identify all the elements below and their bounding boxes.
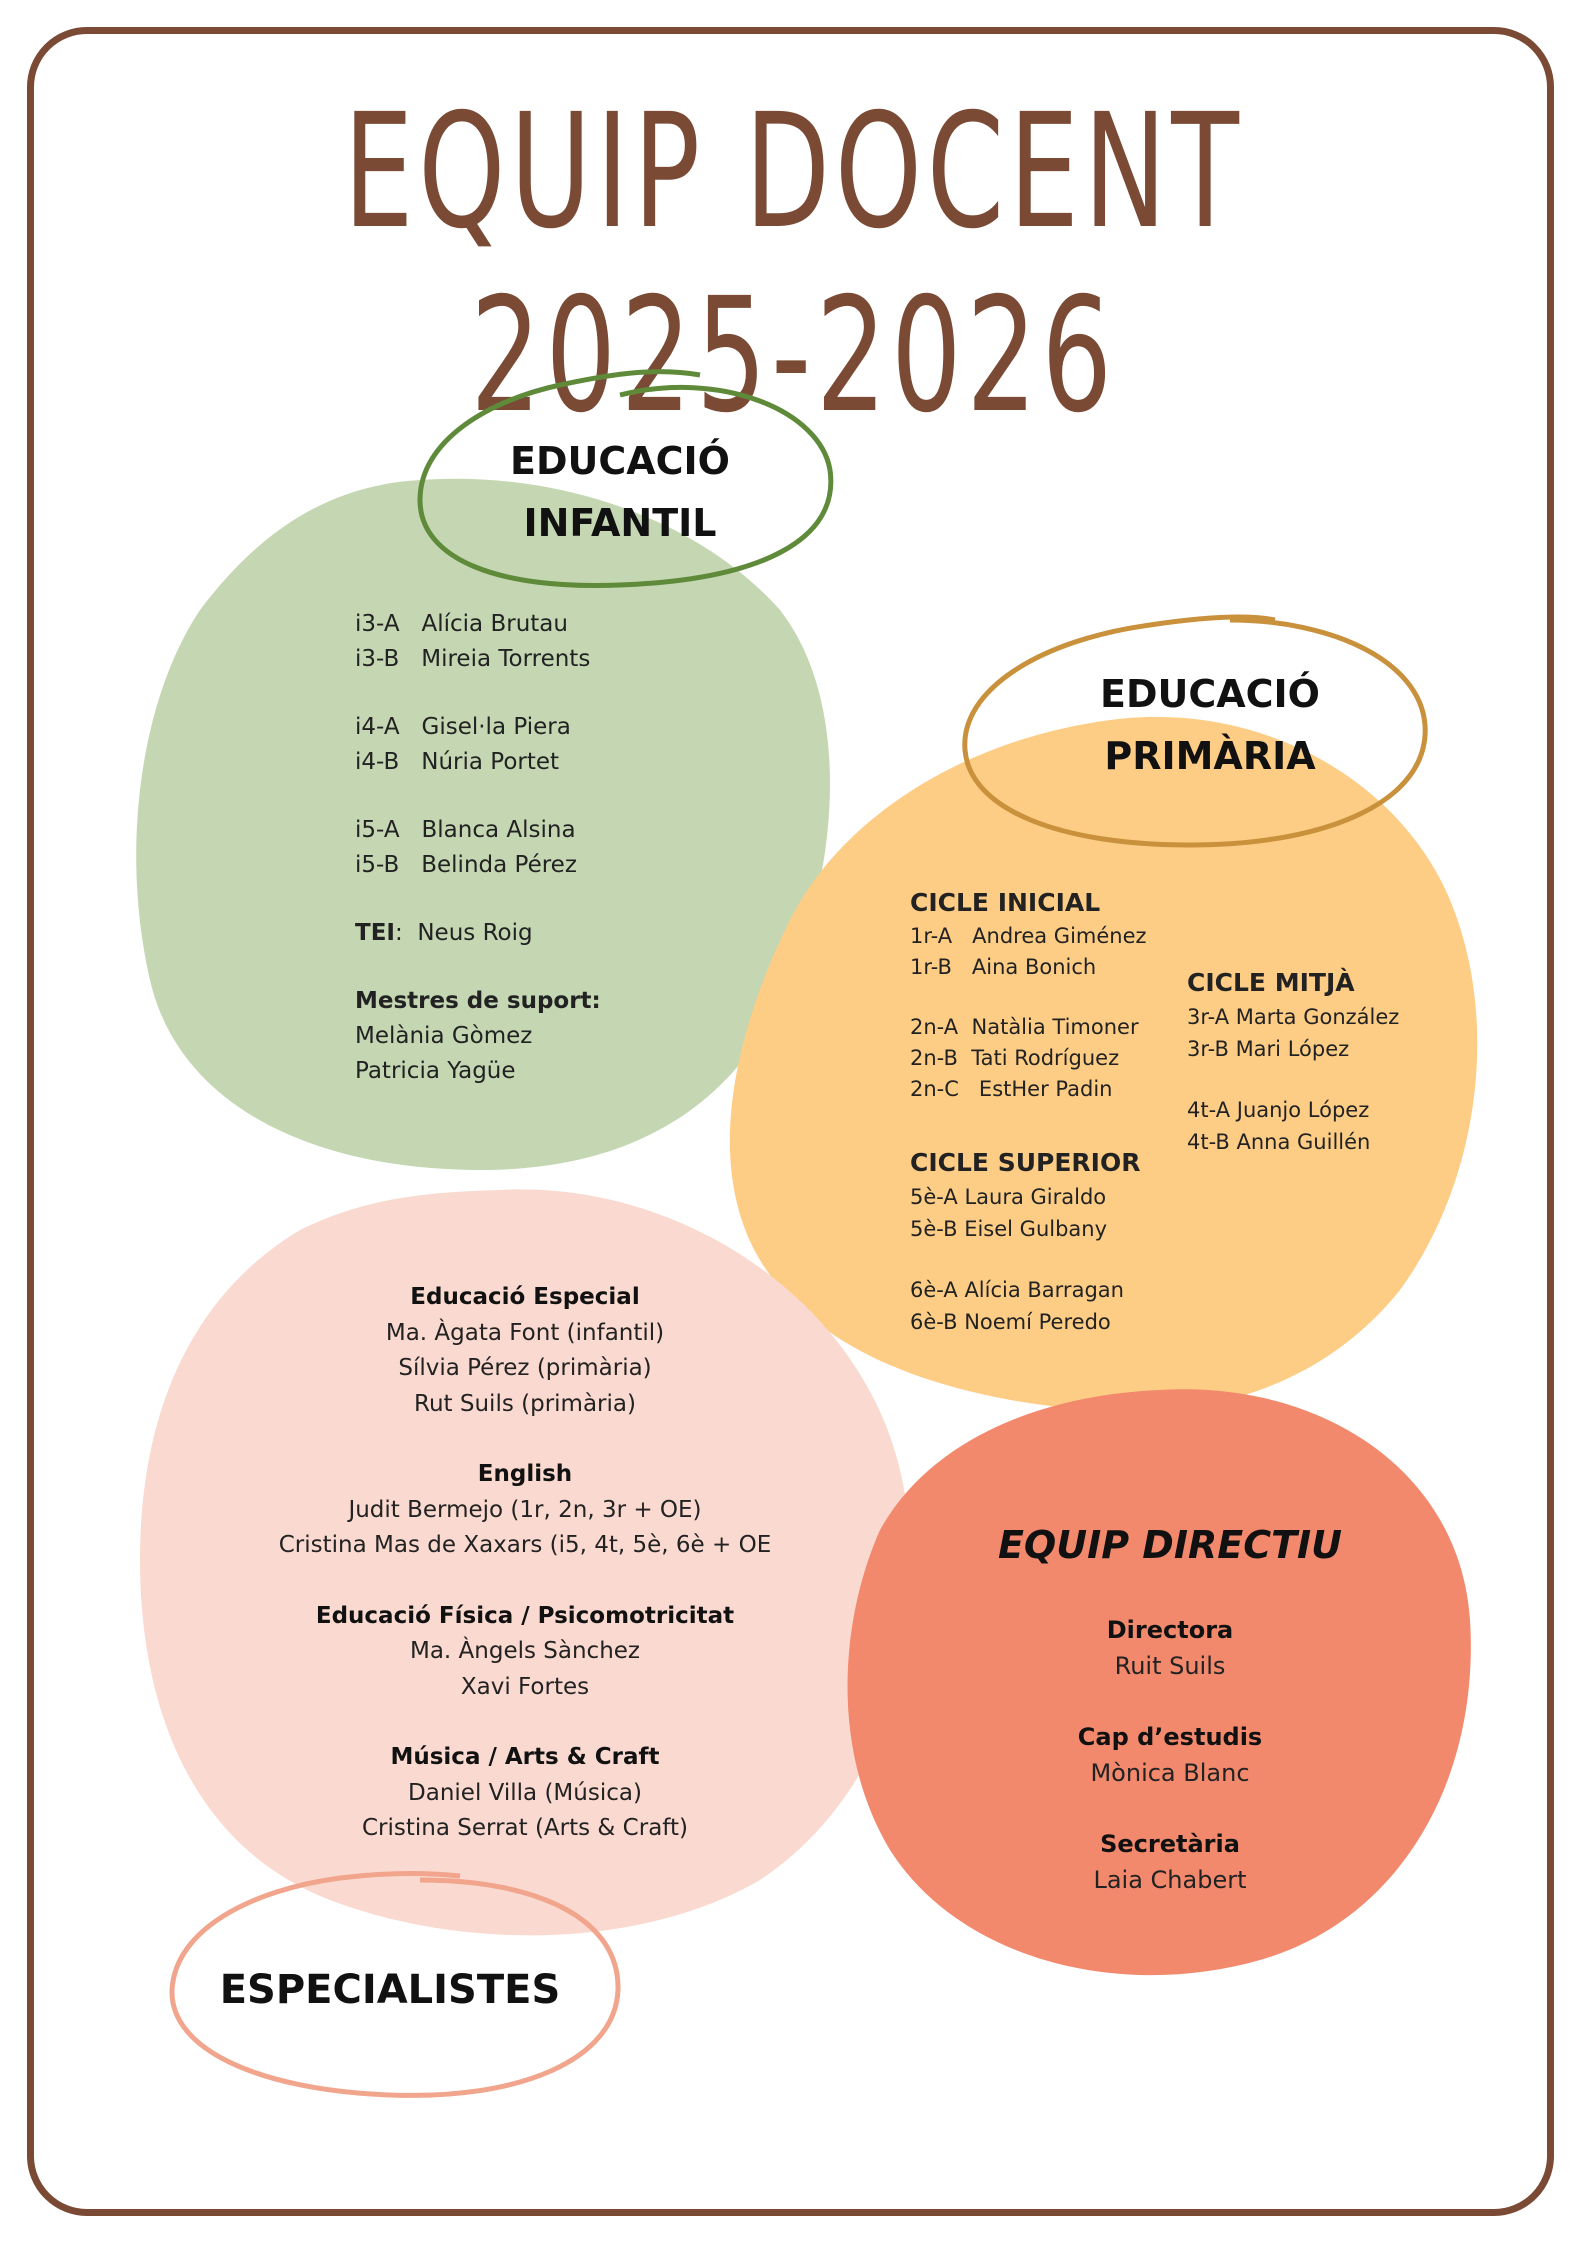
teacher-name: Belinda Pérez	[421, 852, 577, 878]
spacer	[240, 1422, 810, 1457]
specialist-name: Ma. Àngels Sànchez	[409, 1638, 641, 1664]
cicle-superior-list	[910, 1145, 1140, 1338]
teacher-row	[355, 745, 601, 780]
specialist-name: Sílvia Pérez (primària)	[398, 1355, 652, 1381]
infantil-heading	[470, 430, 770, 554]
suport-label: Mestres de suport:	[355, 988, 601, 1014]
cycle-title: CICLE INICIAL	[910, 888, 1101, 917]
teacher-name: Gisel·la Piera	[421, 714, 571, 740]
spacer	[355, 883, 601, 916]
spacer	[1010, 1791, 1330, 1826]
class-code: i3-A	[355, 611, 400, 637]
role-title: Secretària	[1100, 1830, 1240, 1858]
teacher-row: 1r-A Andrea Giménez	[910, 924, 1147, 948]
cicle-mitja-list	[1187, 965, 1399, 1158]
teacher-row	[355, 813, 601, 848]
teacher-row	[355, 710, 601, 745]
teacher-row	[355, 607, 601, 642]
teacher-row: 2n-B Tati Rodríguez	[910, 1046, 1120, 1070]
spacer	[355, 677, 601, 710]
suport-teacher: Patricia Yagüe	[355, 1058, 516, 1084]
specialty-title: Música / Arts & Craft	[390, 1744, 660, 1770]
cicle-inicial-list	[910, 885, 1147, 1105]
specialist-name: Xavi Fortes	[460, 1673, 590, 1700]
specialist-name: Rut Suils (primària)	[414, 1390, 636, 1417]
directiu-heading: EQUIP DIRECTIU	[997, 1523, 1343, 1567]
teacher-row: 1r-B Aina Bonich	[910, 955, 1097, 979]
teacher-name: Alícia Brutau	[421, 611, 568, 637]
role-name: Ruit Suils	[1114, 1652, 1226, 1680]
teacher-row: 6è-A Alícia Barragan	[910, 1278, 1124, 1302]
role-title: Cap d’estudis	[1077, 1723, 1263, 1751]
spacer	[355, 951, 601, 984]
teacher-row: 6è-B Noemí Peredo	[910, 1310, 1111, 1334]
teacher-row: 2n-C EstHer Padin	[910, 1077, 1113, 1101]
teacher-name: Mireia Torrents	[421, 646, 591, 672]
teacher-name: Núria Portet	[421, 749, 560, 775]
infantil-heading-line2: INFANTIL	[523, 501, 717, 545]
specialist-name: Cristina Serrat (Arts & Craft)	[362, 1815, 688, 1841]
specialist-name: Daniel Villa (Música)	[408, 1779, 642, 1806]
spacer	[1010, 1684, 1330, 1719]
specialty-title: Educació Especial	[410, 1284, 640, 1310]
tei-name: Neus Roig	[417, 920, 533, 946]
specialty-title: English	[477, 1461, 573, 1487]
specialist-name: Ma. Àgata Font (infantil)	[385, 1319, 665, 1346]
page-title: EQUIP DOCENT 2025-2026	[343, 80, 1244, 448]
spacer	[910, 983, 1147, 1012]
spacer	[240, 1705, 810, 1740]
specialty-title: Educació Física / Psicomotricitat	[315, 1602, 735, 1629]
cycle-title: CICLE MITJÀ	[1187, 968, 1355, 997]
class-code: i4-B	[355, 749, 400, 775]
class-code: i4-A	[355, 714, 400, 740]
teacher-row: 4t-B Anna Guillén	[1187, 1130, 1371, 1154]
primaria-heading-line1: EDUCACIÓ	[1100, 672, 1320, 716]
teacher-name: Blanca Alsina	[421, 817, 576, 843]
spacer	[910, 1245, 1140, 1274]
spacer	[1187, 1065, 1399, 1094]
role-name: Mònica Blanc	[1090, 1759, 1250, 1787]
cycle-title: CICLE SUPERIOR	[910, 1148, 1141, 1177]
role-title: Directora	[1106, 1616, 1234, 1644]
spacer	[240, 1564, 810, 1599]
teacher-row	[355, 848, 601, 883]
teacher-row	[355, 642, 601, 677]
infantil-heading-line1: EDUCACIÓ	[510, 439, 730, 483]
specialist-name: Cristina Mas de Xaxars (i5, 4t, 5è, 6è + OE	[278, 1532, 772, 1558]
spacer	[355, 780, 601, 813]
infantil-teacher-list	[355, 607, 601, 1089]
role-name: Laia Chabert	[1093, 1866, 1247, 1894]
teacher-row: 5è-B Eisel Gulbany	[910, 1217, 1108, 1241]
directiu-list	[1010, 1612, 1330, 1898]
primaria-heading	[1060, 663, 1360, 787]
class-code: i3-B	[355, 646, 400, 672]
teacher-row: 5è-A Laura Giraldo	[910, 1185, 1107, 1209]
especialistes-heading: ESPECIALISTES	[219, 1967, 561, 2013]
class-code: i5-A	[355, 817, 400, 843]
tei-row: TEI: Neus Roig	[355, 920, 533, 946]
teacher-row: 2n-A Natàlia Timoner	[910, 1015, 1139, 1039]
teacher-row: 4t-A Juanjo López	[1187, 1098, 1370, 1122]
suport-teacher: Melània Gòmez	[355, 1023, 533, 1049]
especialistes-list	[240, 1280, 810, 1847]
teacher-row: 3r-B Mari López	[1187, 1037, 1350, 1061]
tei-label: TEI	[355, 920, 395, 946]
class-code: i5-B	[355, 852, 400, 878]
teacher-row: 3r-A Marta González	[1187, 1005, 1400, 1029]
primaria-heading-line2: PRIMÀRIA	[1104, 734, 1316, 778]
specialist-name: Judit Bermejo (1r, 2n, 3r + OE)	[348, 1496, 702, 1523]
